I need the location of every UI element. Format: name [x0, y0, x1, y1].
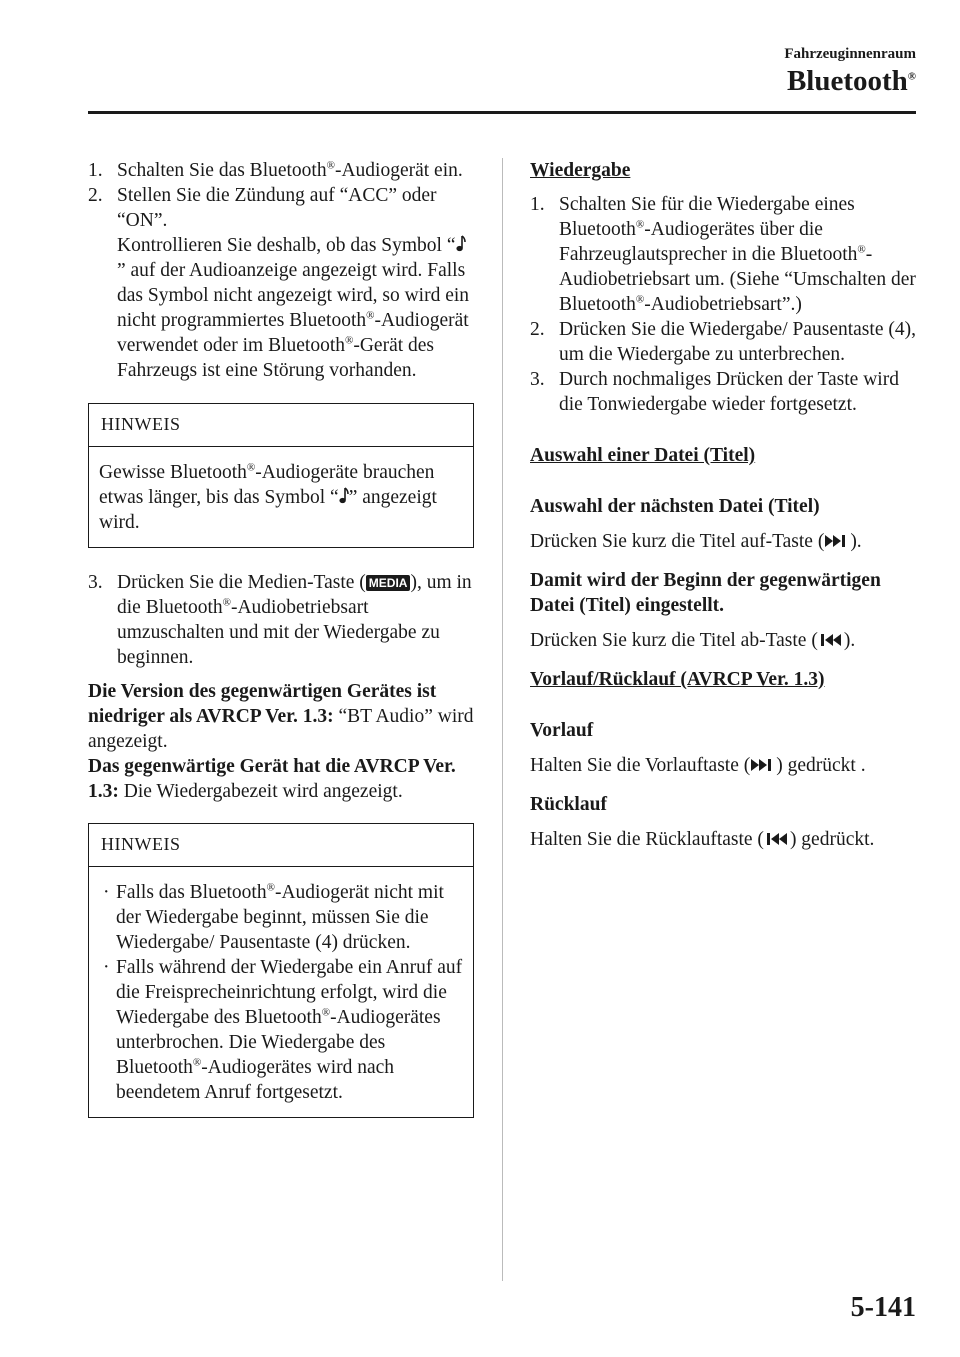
bluetooth-audio-note-icon [339, 487, 349, 505]
note-box-2 [88, 823, 474, 1118]
version-info: Die Version des gegenwärtigen Gerätes ist niedriger als AVRCP Ver. 1.3: “BT Audio” wird angezeigt. Das gegenwärtige Gerät hat die AVRCP Ver. 1.3: Die Wiedergabezeit wird angezeigt. [88, 681, 474, 802]
note-box-1 [88, 403, 474, 548]
rewind-text: Halten Sie die Rücklauftaste ( ) gedrückt. [530, 829, 875, 850]
rewind-icon [764, 831, 790, 847]
note-bullet: · Falls das Bluetooth®-Audiogerät nicht mit der Wiedergabe beginnt, müssen Sie die Wiedergabe/ Pausentaste (4) drücken. [103, 881, 444, 953]
track-down-icon [818, 632, 844, 648]
bluetooth-audio-note-icon [456, 235, 466, 253]
note-heading: HINWEIS [89, 824, 473, 867]
header-rule [88, 111, 916, 114]
note-body [89, 867, 473, 1117]
heading-fast-forward: Vorlauf [530, 720, 594, 741]
right-column [530, 158, 920, 852]
next-file-text: Drücken Sie kurz die Titel auf-Taste ( ). [530, 531, 862, 552]
page-title: Bluetooth® [786, 65, 916, 97]
begin-file-text: Drücken Sie kurz die Titel ab-Taste ( ). [530, 630, 856, 651]
heading-ff-rew: Vorlauf/Rücklauf (AVRCP Ver. 1.3) [530, 669, 825, 690]
section-name: Fahrzeuginnenraum [784, 46, 916, 62]
note-bullet: · Falls während der Wiedergabe ein Anruf auf die Freisprecheinrichtung erfolgt, wird die Wiedergabe des Bluetooth®-Audiogerätes unterbrochen. Die Wiedergabe des Bluetooth®-Audiogerätes wird nach beendetem Anruf fortgesetzt. [103, 957, 463, 1103]
track-up-icon [824, 533, 850, 549]
left-column [88, 158, 474, 1118]
play-step-3: 3. Durch nochmaliges Drücken der Taste wird die Tonwiedergabe wieder fortgesetzt. [530, 369, 899, 415]
column-divider [502, 158, 503, 1281]
step-1: 1. Schalten Sie das Bluetooth®-Audiogerät ein. [88, 159, 463, 181]
fast-forward-text: Halten Sie die Vorlauftaste ( ) gedrückt . [530, 755, 866, 776]
play-step-1: 1. Schalten Sie für die Wiedergabe eines Bluetooth®-Audiogerätes über die Fahrzeuglautsprecher in die Bluetooth®-Audiobetriebsart um. (Siehe “Umschalten der Bluetooth®-Audiobetriebsart”.) [530, 194, 916, 315]
heading-file-select: Auswahl einer Datei (Titel) [530, 445, 756, 466]
note-heading: HINWEIS [89, 404, 473, 447]
media-button-icon: MEDIA [366, 575, 411, 591]
page-number: 5-141 [850, 1292, 916, 1323]
fast-forward-icon [750, 757, 776, 773]
heading-rewind: Rücklauf [530, 794, 607, 815]
play-step-2: 2. Drücken Sie die Wiedergabe/ Pausentaste (4), um die Wiedergabe zu unterbrechen. [530, 319, 916, 365]
step-3: 3. Drücken Sie die Medien-Taste ( MEDIA ), um in die Bluetooth®-Audiobetriebsart umzuschalten und mit der Wiedergabe zu beginnen. [88, 572, 472, 668]
heading-playback: Wiedergabe [530, 160, 631, 181]
note-body: Gewisse Bluetooth®-Audiogeräte brauchen etwas länger, bis das Symbol “ ” angezeigt wird. [99, 461, 437, 533]
heading-file-begin: Damit wird der Beginn der gegenwärtigen Datei (Titel) eingestellt. [530, 570, 881, 616]
step-2: 2. Stellen Sie die Zündung auf “ACC” oder “ON”. Kontrollieren Sie deshalb, ob das Symbol “” auf der Audioanzeige angezeigt wird. Falls das Symbol nicht angezeigt wird, so wird ein nicht programmiertes Bluetooth®-Audiogerät verwendet oder im Bluetooth®-Gerät des Fahrzeugs ist eine Störung vorhanden. [88, 185, 470, 381]
page-header [784, 46, 916, 98]
heading-next-file: Auswahl der nächsten Datei (Titel) [530, 496, 820, 517]
